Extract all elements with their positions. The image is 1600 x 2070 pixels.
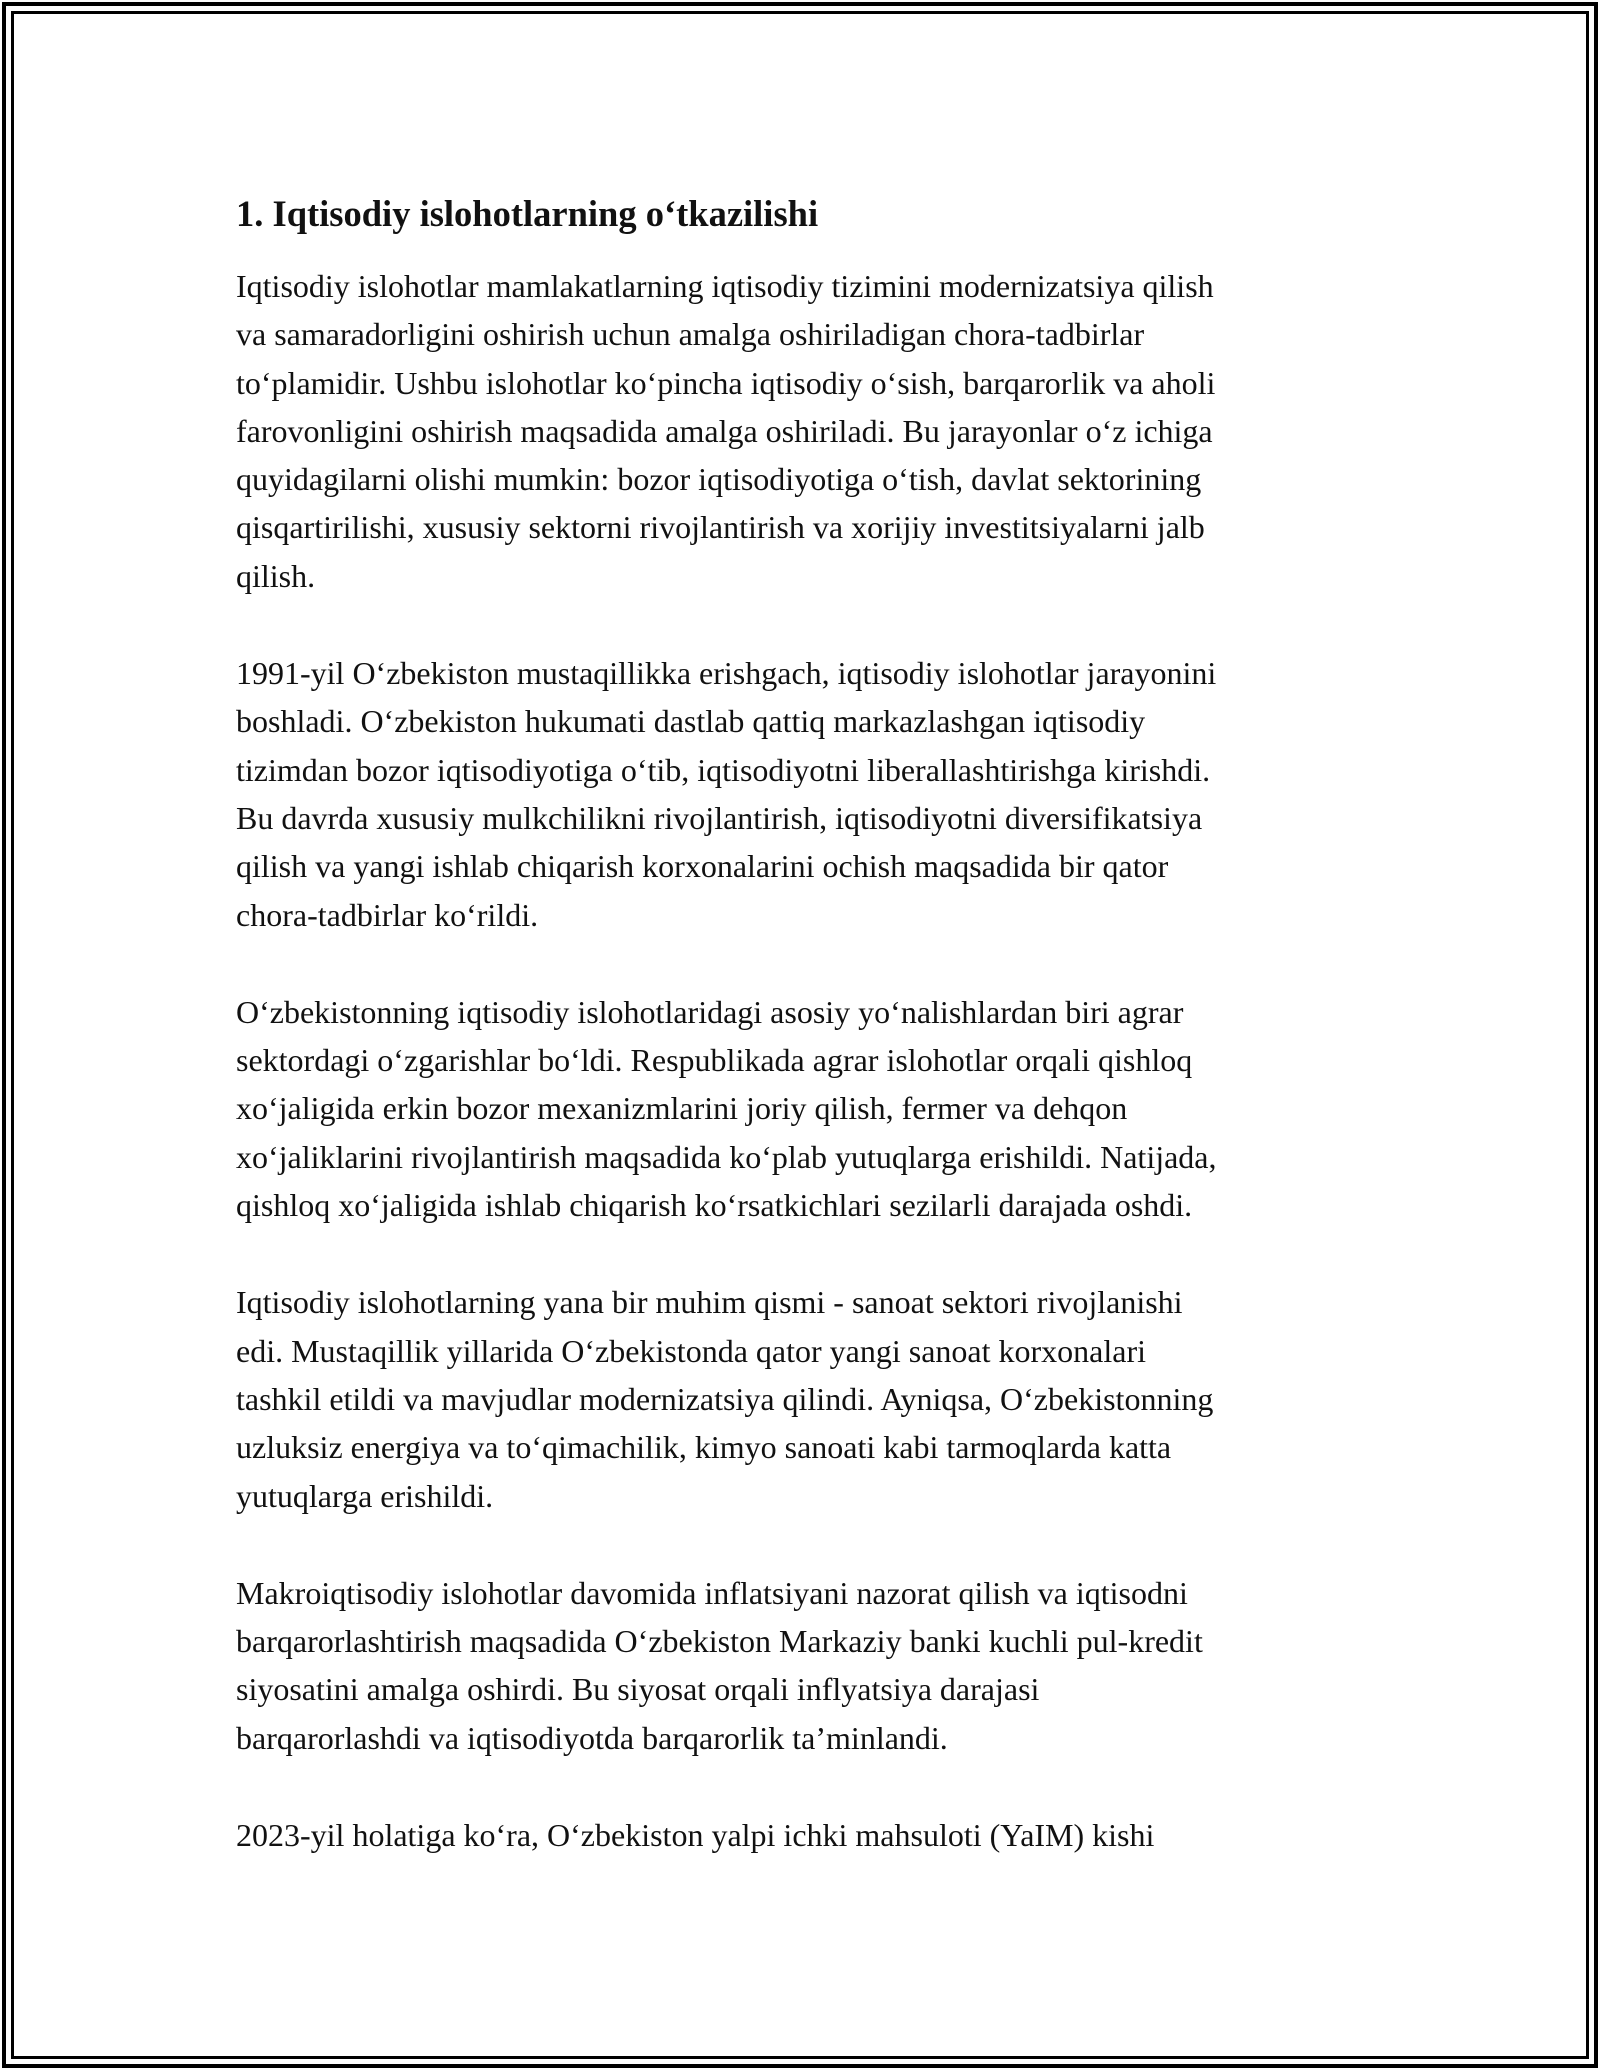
text-line: va samaradorligini oshirish uchun amalga oshiriladigan chora-tadbirlar [236, 316, 1145, 353]
text-line: quyidagilarni olishi mumkin: bozor iqtisodiyotiga o‘tish, davlat sektorining [236, 461, 1202, 498]
text-line: to‘plamidir. Ushbu islohotlar ko‘pincha iqtisodiy o‘sish, barqarorlik va aholi [236, 364, 1216, 401]
paragraph-gdp [236, 1811, 1371, 1859]
section-heading: 1. Iqtisodiy islohotlarning o‘tkazilishi [236, 193, 819, 234]
text-line: farovonligini oshirish maqsadida amalga oshiriladi. Bu jarayonlar o‘z ichiga [236, 412, 1213, 449]
text-line: 2023-yil holatiga ko‘ra, O‘zbekiston yalpi ichki mahsuloti (YaIM) kishi [236, 1817, 1155, 1854]
text-line: Bu davrda xususiy mulkchilikni rivojlantirish, iqtisodiyotni diversifikatsiya [236, 799, 1203, 836]
text-line: tashkil etildi va mavjudlar modernizatsiya qilindi. Ayniqsa, O‘zbekistonning [236, 1380, 1214, 1417]
text-line: barqarorlashdi va iqtisodiyotda barqarorlik ta’minlandi. [236, 1719, 948, 1756]
text-line: qilish va yangi ishlab chiqarish korxonalarini ochish maqsadida bir qator [236, 848, 1169, 885]
text-line: yutuqlarga erishildi. [236, 1477, 494, 1514]
paragraph-independence [236, 649, 1371, 939]
paragraph-intro [236, 262, 1371, 600]
text-line: barqarorlashtirish maqsadida O‘zbekiston Markaziy banki kuchli pul-kredit [236, 1623, 1203, 1660]
text-line: tizimdan bozor iqtisodiyotiga o‘tib, iqtisodiyotni liberallashtirishga kirishdi. [236, 751, 1211, 788]
text-line: O‘zbekistonning iqtisodiy islohotlaridagi asosiy yo‘nalishlardan biri agrar [236, 993, 1184, 1030]
text-line: chora-tadbirlar ko‘rildi. [236, 896, 539, 933]
text-line: edi. Mustaqillik yillarida O‘zbekistonda qator yangi sanoat korxonalari [236, 1332, 1146, 1369]
text-line: Iqtisodiy islohotlar mamlakatlarning iqtisodiy tizimini modernizatsiya qilish [236, 268, 1214, 304]
text-line: siyosatini amalga oshirdi. Bu siyosat orqali inflyatsiya darajasi [236, 1671, 1040, 1708]
paragraph-macroeconomic [236, 1569, 1371, 1762]
paragraph-agrarian [236, 988, 1371, 1229]
text-line: qisqartirilishi, xususiy sektorni rivojlantirish va xorijiy investitsiyalarni jalb [236, 509, 1205, 546]
text-line: uzluksiz energiya va to‘qimachilik, kimyo sanoati kabi tarmoqlarda katta [236, 1429, 1172, 1466]
text-line: xo‘jaliklarini rivojlantirish maqsadida ko‘plab yutuqlarga erishildi. Natijada, [236, 1138, 1217, 1175]
text-line: Iqtisodiy islohotlarning yana bir muhim qismi - sanoat sektori rivojlanishi [236, 1284, 1183, 1321]
text-line: sektordagi o‘zgarishlar bo‘ldi. Respublikada agrar islohotlar orqali qishloq [236, 1042, 1193, 1079]
paragraph-industry [236, 1278, 1371, 1519]
text-line: xo‘jaligida erkin bozor mexanizmlarini joriy qilish, fermer va dehqon [236, 1090, 1128, 1127]
text-line: 1991-yil O‘zbekiston mustaqillikka erishgach, iqtisodiy islohotlar jarayonini [236, 655, 1217, 692]
text-line: Makroiqtisodiy islohotlar davomida inflatsiyani nazorat qilish va iqtisodni [236, 1574, 1188, 1611]
text-line: qishloq xo‘jaligida ishlab chiqarish ko‘rsatkichlari sezilarli darajada oshdi. [236, 1187, 1193, 1224]
text-line: qilish. [236, 557, 316, 594]
text-line: boshladi. O‘zbekiston hukumati dastlab qattiq markazlashgan iqtisodiy [236, 703, 1146, 740]
document-body [236, 186, 1371, 1908]
